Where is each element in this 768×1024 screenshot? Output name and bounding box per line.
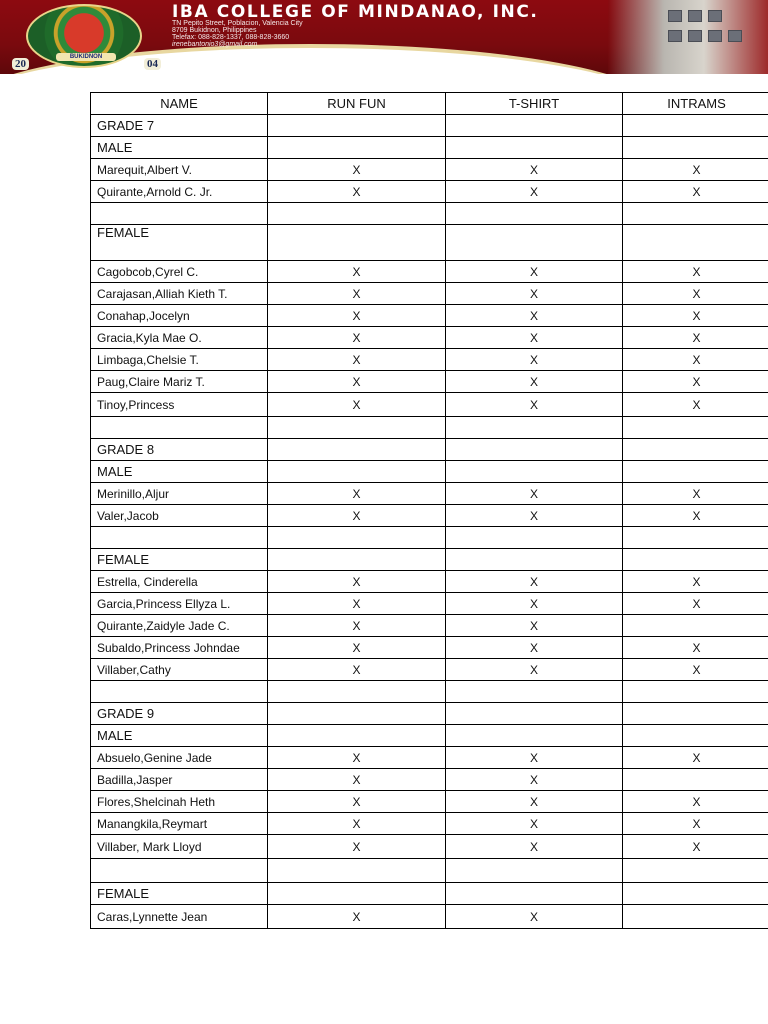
name-cell <box>91 417 268 439</box>
name-cell: Garcia,Princess Ellyza L. <box>91 593 268 615</box>
run-fun-cell: X <box>268 835 446 859</box>
intrams-cell <box>623 905 768 929</box>
run-fun-cell <box>268 859 446 883</box>
intrams-cell: X <box>623 505 768 527</box>
name-cell: Tinoy,Princess <box>91 393 268 417</box>
run-fun-cell: X <box>268 593 446 615</box>
name-cell <box>91 203 268 225</box>
intrams-cell: X <box>623 637 768 659</box>
intrams-cell <box>623 137 768 159</box>
t-shirt-cell: X <box>446 181 623 203</box>
participation-table <box>90 92 768 929</box>
column-header-run-fun: RUN FUN <box>268 93 446 115</box>
table-row <box>91 593 768 615</box>
name-cell: Marequit,Albert V. <box>91 159 268 181</box>
intrams-cell: X <box>623 181 768 203</box>
t-shirt-cell <box>446 703 623 725</box>
logo-ribbon-text: BUKIDNON <box>56 53 116 61</box>
run-fun-cell <box>268 527 446 549</box>
run-fun-cell <box>268 725 446 747</box>
letterhead-banner <box>0 0 768 74</box>
intrams-cell <box>623 549 768 571</box>
name-cell: FEMALE <box>91 549 268 571</box>
table-row <box>91 181 768 203</box>
table-row <box>91 505 768 527</box>
run-fun-cell: X <box>268 637 446 659</box>
run-fun-cell: X <box>268 813 446 835</box>
t-shirt-cell: X <box>446 571 623 593</box>
name-cell: Merinillo,Aljur <box>91 483 268 505</box>
t-shirt-cell <box>446 859 623 883</box>
table-row <box>91 571 768 593</box>
table-header-row <box>91 93 768 115</box>
name-cell: MALE <box>91 461 268 483</box>
name-cell: Carajasan,Alliah Kieth T. <box>91 283 268 305</box>
t-shirt-cell <box>446 461 623 483</box>
t-shirt-cell <box>446 883 623 905</box>
name-cell: GRADE 7 <box>91 115 268 137</box>
table-row <box>91 835 768 859</box>
intrams-cell: X <box>623 261 768 283</box>
column-header-name: NAME <box>91 93 268 115</box>
run-fun-cell: X <box>268 261 446 283</box>
intrams-cell <box>623 203 768 225</box>
blank-row <box>91 417 768 439</box>
t-shirt-cell <box>446 681 623 703</box>
intrams-cell: X <box>623 747 768 769</box>
logo-year-right: 04 <box>144 58 161 70</box>
t-shirt-cell <box>446 225 623 261</box>
intrams-cell <box>623 703 768 725</box>
blank-row <box>91 527 768 549</box>
intrams-cell: X <box>623 371 768 393</box>
run-fun-cell <box>268 137 446 159</box>
run-fun-cell: X <box>268 349 446 371</box>
name-cell: Estrella, Cinderella <box>91 571 268 593</box>
intrams-cell: X <box>623 305 768 327</box>
intrams-cell: X <box>623 813 768 835</box>
table-row <box>91 615 768 637</box>
t-shirt-cell <box>446 725 623 747</box>
intrams-cell <box>623 859 768 883</box>
blank-row <box>91 681 768 703</box>
school-logo <box>8 4 168 70</box>
section-row <box>91 703 768 725</box>
t-shirt-cell <box>446 137 623 159</box>
t-shirt-cell: X <box>446 505 623 527</box>
table-row <box>91 791 768 813</box>
intrams-cell: X <box>623 571 768 593</box>
table-row <box>91 327 768 349</box>
run-fun-cell: X <box>268 305 446 327</box>
name-cell <box>91 859 268 883</box>
t-shirt-cell: X <box>446 615 623 637</box>
t-shirt-cell <box>446 417 623 439</box>
table-row <box>91 905 768 929</box>
name-cell: Subaldo,Princess Johndae <box>91 637 268 659</box>
run-fun-cell: X <box>268 905 446 929</box>
t-shirt-cell: X <box>446 283 623 305</box>
section-row <box>91 549 768 571</box>
t-shirt-cell: X <box>446 159 623 181</box>
t-shirt-cell <box>446 527 623 549</box>
t-shirt-cell: X <box>446 327 623 349</box>
run-fun-cell: X <box>268 371 446 393</box>
run-fun-cell <box>268 225 446 261</box>
table-row <box>91 371 768 393</box>
name-cell: Manangkila,Reymart <box>91 813 268 835</box>
name-cell: Quirante,Zaidyle Jade C. <box>91 615 268 637</box>
t-shirt-cell: X <box>446 349 623 371</box>
run-fun-cell: X <box>268 571 446 593</box>
intrams-cell <box>623 883 768 905</box>
name-cell <box>91 527 268 549</box>
name-cell: Conahap,Jocelyn <box>91 305 268 327</box>
section-row <box>91 137 768 159</box>
intrams-cell: X <box>623 483 768 505</box>
run-fun-cell: X <box>268 181 446 203</box>
run-fun-cell: X <box>268 615 446 637</box>
section-row <box>91 725 768 747</box>
table-row <box>91 747 768 769</box>
run-fun-cell <box>268 461 446 483</box>
t-shirt-cell <box>446 549 623 571</box>
logo-year-left: 20 <box>12 58 29 70</box>
building-window <box>728 30 742 42</box>
intrams-cell <box>623 461 768 483</box>
building-window <box>688 30 702 42</box>
blank-row <box>91 203 768 225</box>
name-cell: GRADE 9 <box>91 703 268 725</box>
building-window <box>708 30 722 42</box>
name-cell: Villaber, Mark Lloyd <box>91 835 268 859</box>
table-row <box>91 159 768 181</box>
t-shirt-cell <box>446 439 623 461</box>
table-row <box>91 769 768 791</box>
name-cell: Badilla,Jasper <box>91 769 268 791</box>
intrams-cell: X <box>623 393 768 417</box>
table-row <box>91 637 768 659</box>
table-row <box>91 813 768 835</box>
t-shirt-cell: X <box>446 791 623 813</box>
column-header-t-shirt: T-SHIRT <box>446 93 623 115</box>
t-shirt-cell: X <box>446 261 623 283</box>
run-fun-cell: X <box>268 159 446 181</box>
school-name: IBA COLLEGE OF MINDANAO, INC. <box>172 2 539 22</box>
table-row <box>91 261 768 283</box>
run-fun-cell: X <box>268 791 446 813</box>
building-window <box>668 30 682 42</box>
section-row <box>91 115 768 137</box>
blank-row <box>91 859 768 883</box>
run-fun-cell: X <box>268 659 446 681</box>
participation-sheet <box>90 92 768 929</box>
intrams-cell: X <box>623 327 768 349</box>
contact-line: Telefax: 088-828-1337, 088-828-3660 <box>172 34 290 41</box>
name-cell: Limbaga,Chelsie T. <box>91 349 268 371</box>
name-cell: MALE <box>91 725 268 747</box>
t-shirt-cell: X <box>446 835 623 859</box>
address-line: TN Pepito Street, Poblacion, Valencia City <box>172 20 303 27</box>
intrams-cell <box>623 769 768 791</box>
intrams-cell <box>623 225 768 261</box>
intrams-cell <box>623 681 768 703</box>
run-fun-cell: X <box>268 327 446 349</box>
intrams-cell: X <box>623 283 768 305</box>
t-shirt-cell: X <box>446 637 623 659</box>
t-shirt-cell: X <box>446 305 623 327</box>
run-fun-cell: X <box>268 747 446 769</box>
t-shirt-cell: X <box>446 371 623 393</box>
name-cell: Caras,Lynnette Jean <box>91 905 268 929</box>
intrams-cell: X <box>623 349 768 371</box>
intrams-cell: X <box>623 791 768 813</box>
section-row <box>91 461 768 483</box>
table-row <box>91 393 768 417</box>
run-fun-cell <box>268 549 446 571</box>
intrams-cell: X <box>623 159 768 181</box>
table-row <box>91 349 768 371</box>
table-row <box>91 659 768 681</box>
table-row <box>91 483 768 505</box>
t-shirt-cell: X <box>446 813 623 835</box>
name-cell: Quirante,Arnold C. Jr. <box>91 181 268 203</box>
run-fun-cell: X <box>268 769 446 791</box>
run-fun-cell <box>268 417 446 439</box>
intrams-cell <box>623 527 768 549</box>
table-row <box>91 283 768 305</box>
t-shirt-cell: X <box>446 747 623 769</box>
name-cell: Gracia,Kyla Mae O. <box>91 327 268 349</box>
section-row <box>91 225 768 261</box>
t-shirt-cell: X <box>446 483 623 505</box>
run-fun-cell: X <box>268 483 446 505</box>
name-cell: GRADE 8 <box>91 439 268 461</box>
school-building-image <box>608 0 768 74</box>
building-window <box>708 10 722 22</box>
name-cell: Villaber,Cathy <box>91 659 268 681</box>
name-cell: MALE <box>91 137 268 159</box>
building-window <box>688 10 702 22</box>
name-cell: Paug,Claire Mariz T. <box>91 371 268 393</box>
intrams-cell <box>623 115 768 137</box>
column-header-intrams: INTRAMS <box>623 93 768 115</box>
name-cell: Valer,Jacob <box>91 505 268 527</box>
address-line: 8709 Bukidnon, Philippines <box>172 27 257 34</box>
intrams-cell: X <box>623 835 768 859</box>
intrams-cell <box>623 615 768 637</box>
t-shirt-cell: X <box>446 905 623 929</box>
table-row <box>91 305 768 327</box>
t-shirt-cell <box>446 115 623 137</box>
t-shirt-cell <box>446 203 623 225</box>
section-row <box>91 883 768 905</box>
run-fun-cell <box>268 681 446 703</box>
intrams-cell: X <box>623 659 768 681</box>
intrams-cell <box>623 439 768 461</box>
t-shirt-cell: X <box>446 769 623 791</box>
building-window <box>668 10 682 22</box>
t-shirt-cell: X <box>446 393 623 417</box>
run-fun-cell <box>268 203 446 225</box>
name-cell <box>91 681 268 703</box>
run-fun-cell: X <box>268 393 446 417</box>
email-line: irenebantonio3@gmail.com <box>172 41 258 48</box>
name-cell: Absuelo,Genine Jade <box>91 747 268 769</box>
name-cell: Cagobcob,Cyrel C. <box>91 261 268 283</box>
intrams-cell: X <box>623 593 768 615</box>
run-fun-cell <box>268 703 446 725</box>
name-cell: FEMALE <box>91 225 268 261</box>
name-cell: Flores,Shelcinah Heth <box>91 791 268 813</box>
run-fun-cell: X <box>268 283 446 305</box>
t-shirt-cell: X <box>446 659 623 681</box>
run-fun-cell <box>268 883 446 905</box>
run-fun-cell <box>268 115 446 137</box>
name-cell: FEMALE <box>91 883 268 905</box>
run-fun-cell: X <box>268 505 446 527</box>
t-shirt-cell: X <box>446 593 623 615</box>
intrams-cell <box>623 725 768 747</box>
intrams-cell <box>623 417 768 439</box>
section-row <box>91 439 768 461</box>
run-fun-cell <box>268 439 446 461</box>
